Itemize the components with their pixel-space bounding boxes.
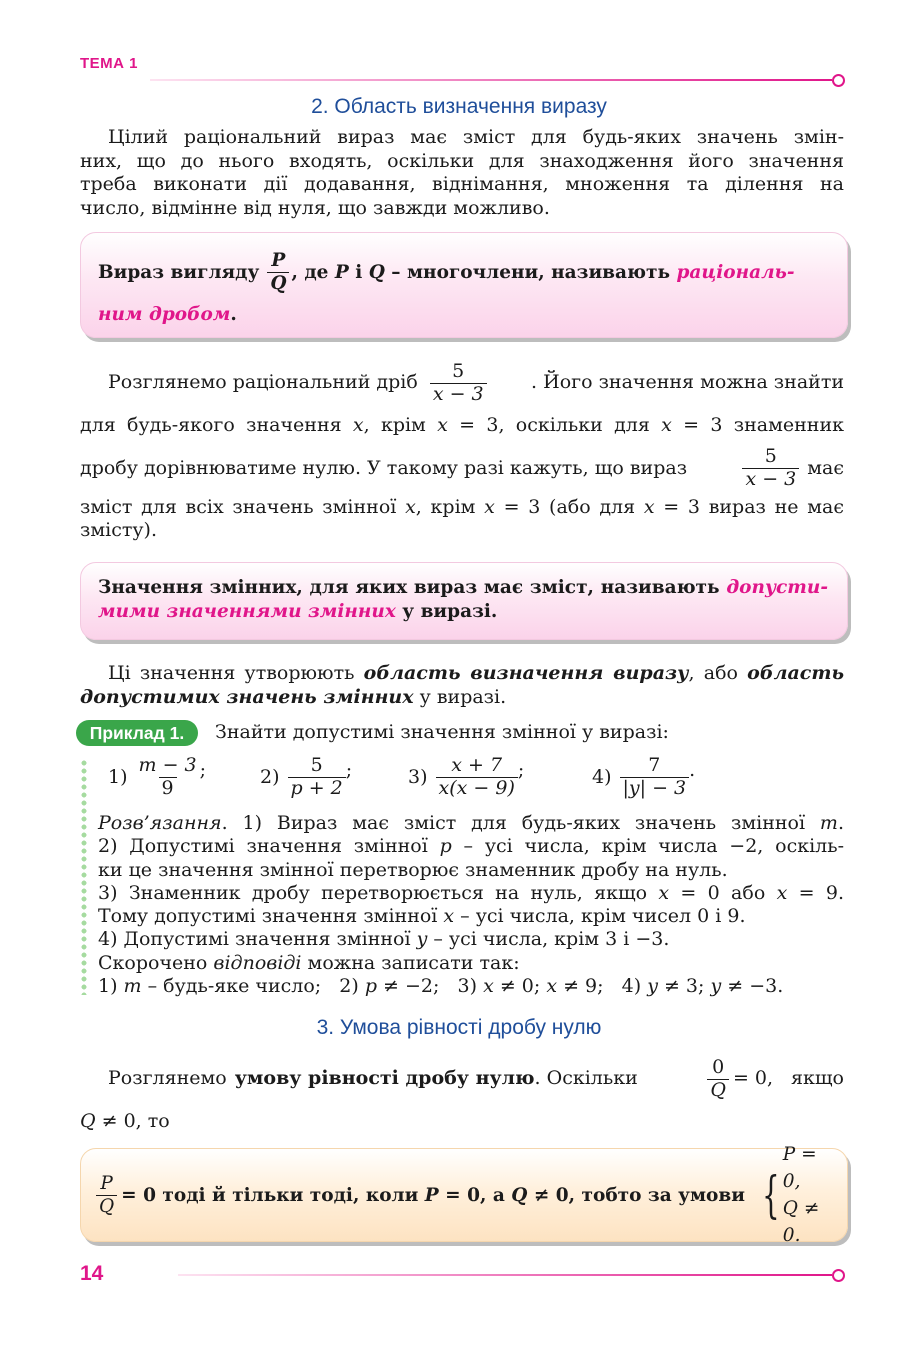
fraction-p-over-q: $\frac{P}{Q}$ xyxy=(96,1173,117,1217)
intro-paragraph xyxy=(80,126,844,220)
example-item-3: 3) $\frac{x + 7}{x(x - 9)}$ ; xyxy=(408,753,525,799)
rule-zero-fraction: $\frac{P}{Q}$ = 0 тоді й тільки тоді, коли P = 0, а Q ≠ 0, тобто за умови { P = 0, Q ≠ 0. xyxy=(96,1160,832,1230)
solution-line: ки це значення змінної перетворює знаменник дробу на нуль. xyxy=(98,858,728,881)
definition-rational-fraction: Вираз вигляду $\frac{P}{Q}$ , де P і Q – многочлени, називають раціональ- ним дробом. xyxy=(98,250,795,325)
paragraph-line: змісту). xyxy=(80,519,158,541)
footer-rule xyxy=(178,1274,832,1276)
intro-line: число, відмінне від нуля, що завжди можливо. xyxy=(80,196,550,219)
example-expressions xyxy=(108,750,808,808)
header-rule xyxy=(150,79,832,81)
fraction-0-over-q: $\frac{0}{Q}$ xyxy=(707,1057,729,1102)
fraction-5-over-x-minus-3: $\frac{5}{x - 3}$ xyxy=(742,446,799,491)
solution-line: Тому допустимі значення змінної x – усі числа, крім чисел 0 і 9. xyxy=(98,905,746,928)
solution-line: Скорочено відповіді можна записати так: xyxy=(98,951,520,974)
solution-answer-line: 1) m – будь-яке число; 2) p ≠ −2; 3) x ≠ 0; x ≠ 9; 4) y ≠ 3; y ≠ −3. xyxy=(98,975,784,998)
example-item-4: 4) $\frac{7}{|y| - 3}$ . xyxy=(592,753,696,799)
header-rule-end-icon xyxy=(832,74,845,87)
solution-line: Розв’язання. 1) Вираз має зміст для будь-яких значень змінної m. xyxy=(98,812,844,834)
example-dotted-rule xyxy=(81,759,87,995)
topic-label: ТЕМА 1 xyxy=(80,55,139,72)
example-solution xyxy=(98,812,844,998)
fraction-5-over-x-minus-3: $\frac{5}{x - 3}$ xyxy=(430,361,487,406)
intro-line: них, що до нього входять, оскільки для знаходження його значення xyxy=(80,149,844,172)
intro-line: Цілий раціональний вираз має зміст для будь-яких значень змін- xyxy=(108,126,844,148)
example-item-2: 2) $\frac{5}{p + 2}$ ; xyxy=(260,753,353,799)
paragraph-domain: Ці значення утворюють область визначення виразу, або область допустимих значень змінних у виразі. xyxy=(80,662,844,708)
solution-line: 3) Знаменник дробу перетворюється на нуль, якщо x = 0 або x = 9. xyxy=(98,881,844,904)
footer-rule-end-icon xyxy=(832,1269,845,1282)
section-2-title: 2. Область визначення виразу xyxy=(311,95,607,118)
section-3-title: 3. Умова рівності дробу нулю xyxy=(316,1016,602,1039)
example-item-1: 1) $\frac{m - 3}{9}$ ; xyxy=(108,753,207,799)
solution-line: 4) Допустимі значення змінної y – усі числа, крім 3 і −3. xyxy=(98,928,670,951)
definition-admissible-values: Значення змінних, для яких вираз має зміст, називають допусти- мими значеннями змінних у виразі. xyxy=(98,577,828,622)
paragraph-line: зміст для всіх значень змінної x, крім x = 3 (або для x = 3 вираз не має xyxy=(80,495,844,518)
paragraph-zero-condition: Розглянемо умову рівності дробу нулю . Оскільки $\frac{0}{Q}$ = 0, якщо Q ≠ 0, то xyxy=(80,1055,844,1132)
page-number: 14 xyxy=(80,1262,104,1285)
solution-line: 2) Допустимі значення змінної p – усі числа, крім числа −2, оскіль- xyxy=(98,835,844,858)
example-task: Знайти допустимі значення змінної у виразі: xyxy=(215,721,669,743)
fraction-p-over-q: $\frac{P}{Q}$ xyxy=(267,250,289,294)
intro-line: треба виконати дії додавання, віднімання, множення та ділення на xyxy=(80,173,844,195)
paragraph-fraction-example: Розглянемо раціональний дріб $\frac{5}{x - 3}$ . Його значення можна знайти для будь-якого значення x, крім x = 3, оскільки для x = 3 знаменник дробу дорівнюватиме нулю. У такому разі кажуть, що вираз $\frac{5}{x - 3}$ має зміст для всіх значень змінної x, крім x = 3 (або для x = 3 вираз не має змісту). xyxy=(80,359,844,541)
system-brace: { xyxy=(762,1166,780,1224)
paragraph-line: для будь-якого значення x, крім x = 3, оскільки для x = 3 знаменник xyxy=(80,414,844,436)
example-badge: Приклад 1. xyxy=(76,720,198,746)
condition-system: P = 0, Q ≠ 0. xyxy=(782,1144,820,1246)
